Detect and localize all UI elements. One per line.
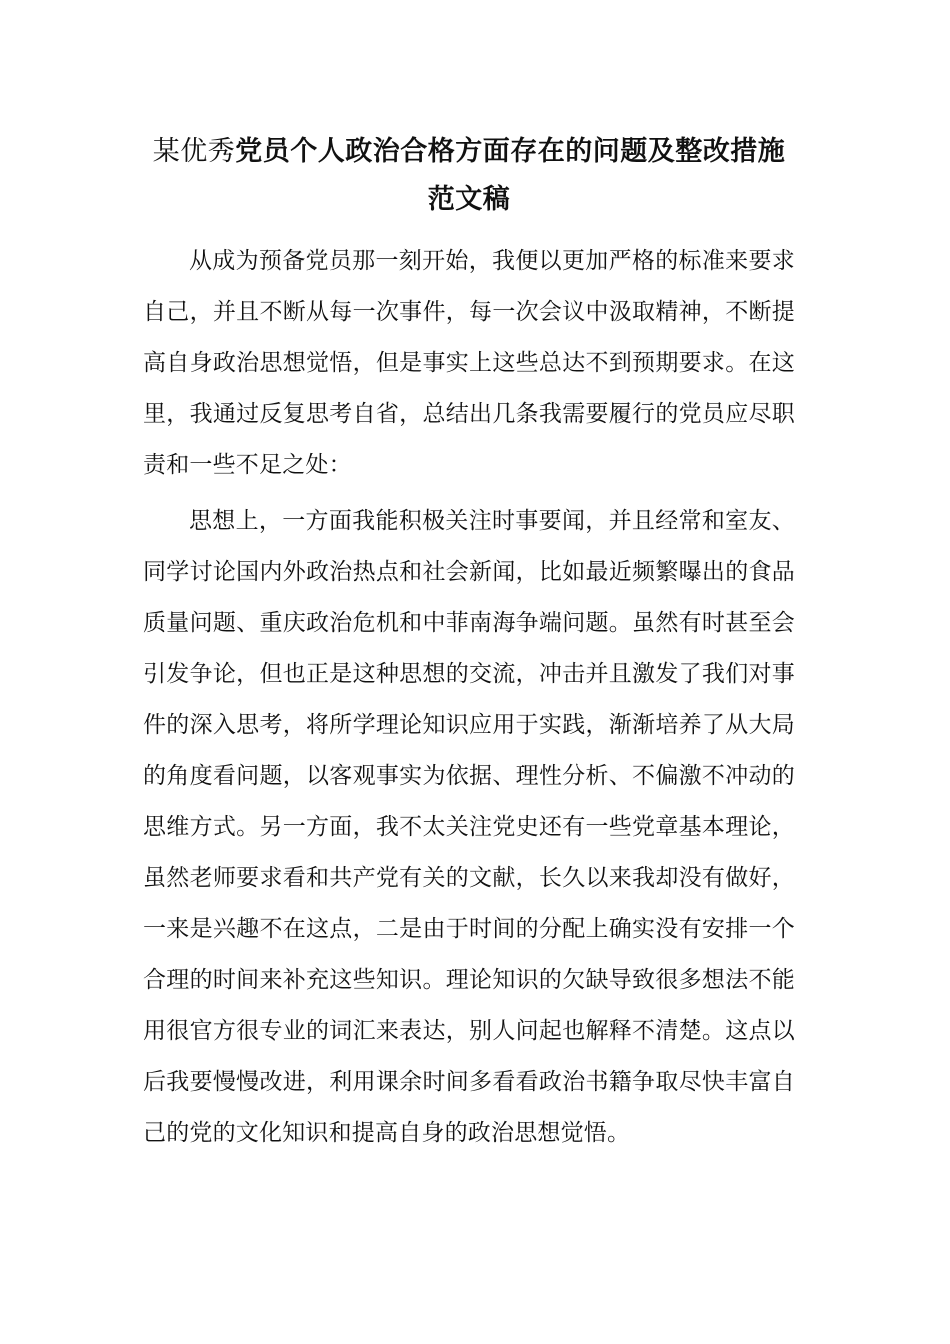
title-main: 党员个人政治合格方面存在的问题及整改措施 (235, 136, 786, 167)
paragraph-1: 从成为预备党员那一刻开始，我便以更加严格的标准来要求自己，并且不断从每一次事件，每一次会议中汲取精神，不断提高自身政治思想觉悟，但是事实上这些总达不到预期要求。在这里，我通过反复思考自省，总结出几条我需要履行的党员应尽职责和一些不足之处： (143, 248, 795, 478)
title-suffix: 范文稿 (427, 184, 511, 215)
title-prefix: 某优秀 (152, 136, 236, 167)
paragraph-2: 思想上，一方面我能积极关注时事要闻，并且经常和室友、同学讨论国内外政治热点和社会新闻，比如最近频繁曝出的食品质量问题、重庆政治危机和中菲南海争端问题。虽然有时甚至会引发争论，但也正是这种思想的交流，冲击并且激发了我们对事件的深入思考，将所学理论知识应用于实践，渐渐培养了从大局的角度看问题，以客观事实为依据、理性分析、不偏激不冲动的思维方式。另一方面，我不太关注党史还有一些党章基本理论，虽然老师要求看和共产党有关的文献，长久以来我却没有做好，一来是兴趣不在这点，二是由于时间的分配上确实没有安排一个合理的时间来补充这些知识。理论知识的欠缺导致很多想法不能用很官方很专业的词汇来表达，别人问起也解释不清楚。这点以后我要慢慢改进，利用课余时间多看看政治书籍争取尽快丰富自己的党的文化知识和提高自身的政治思想觉悟。 (143, 508, 795, 1146)
document-page (143, 128, 795, 1159)
document-title (143, 128, 795, 224)
